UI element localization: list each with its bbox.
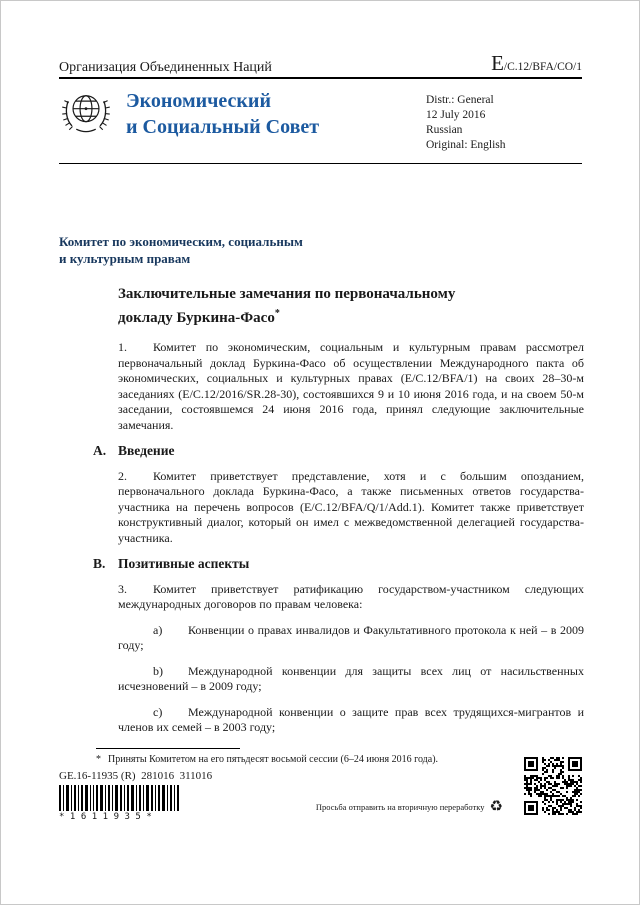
committee-line1: Комитет по экономическим, социальным [59, 234, 303, 249]
footnote-reference: * [274, 308, 280, 319]
original-language-line: Original: English [426, 139, 506, 151]
section-heading-b [93, 556, 584, 572]
section-title: Введение [118, 443, 175, 458]
distr-block [426, 93, 506, 153]
paragraph-text: Комитет приветствует представление, хотя и с большим опозданием, первоначального доклада Буркина-Фасо, а также письменных ответов государства-участника на перечень вопросов (E/C.12/BFA/Q/1/Add.1). Комитет также приветствует конструктивный диалог, который он имел с межведомственной делегацией государства-участника. [118, 468, 584, 545]
barcode-text: *1611935* [59, 812, 158, 822]
org-name: Организация Объединенных Наций [59, 60, 272, 75]
section-letter: A. [93, 443, 107, 458]
language-line: Russian [426, 124, 463, 136]
document-title [118, 284, 584, 328]
paragraph-text: Комитет приветствует ратификацию государством-участником следующих международных договоров по правам человека: [118, 581, 584, 611]
list-item-label: c) [153, 704, 163, 719]
list-item-text: Международной конвенции о защите прав всех трудящихся-мигрантов и членов их семей – в 2003 году; [118, 704, 584, 734]
committee-line2: и культурным правам [59, 251, 191, 266]
paragraph-number: 2. [118, 468, 127, 483]
footnote-mark: * [96, 754, 101, 765]
council-title-line1: Экономический [126, 90, 271, 112]
document-header [59, 51, 582, 76]
list-item-label: a) [153, 622, 163, 637]
paragraph-number: 1. [118, 340, 127, 354]
date-line: 12 July 2016 [426, 109, 486, 121]
masthead [59, 86, 319, 140]
recycle-text: Просьба отправить на вторичную переработку [315, 801, 485, 812]
committee-name [59, 233, 303, 267]
title-line2: докладу Буркина-Фасо [118, 310, 275, 326]
ge-number: GE.16-11935 (R) 281016 311016 [59, 770, 213, 782]
list-item-b [118, 664, 584, 695]
document-symbol-series: E [491, 51, 504, 75]
paragraph-1 [118, 340, 584, 433]
section-heading-a [93, 443, 584, 459]
footnote-separator [96, 748, 240, 749]
paragraph-text: Комитет по экономическим, социальным и культурным правам рассмотрел первоначальный доклад Буркина-Фасо об осуществлении Международного пакта об экономических, социальных и культурных правах (E/C.12/BFA/1) на своих 28–30-м заседаниях (E/C.12/2016/SR.28-30), состоявшихся 9 и 10 июня 2016 года, и на своем 50-м заседании, состоявшемся 24 июня 2016 года, принял следующие заключительные замечания. [118, 340, 584, 432]
paragraph-3 [118, 582, 584, 613]
list-item-a [118, 623, 584, 654]
header-rule-bottom [59, 163, 582, 164]
paragraph-2 [118, 469, 584, 547]
document-symbol-rest: /C.12/BFA/CO/1 [503, 61, 582, 73]
title-line1: Заключительные замечания по первоначальному [118, 286, 456, 302]
section-letter: B. [93, 556, 106, 571]
council-title [126, 86, 319, 140]
distr-line: Distr.: General [426, 94, 494, 106]
barcode-bars [59, 785, 179, 811]
list-item-text: Международной конвенции для защиты всех лиц от насильственных исчезновений – в 2009 году; [118, 663, 584, 693]
footnote-text: Приняты Комитетом на его пятьдесят восьмой сессии (6–24 июня 2016 года). [108, 754, 439, 765]
list-item-label: b) [153, 663, 163, 678]
document-body [93, 284, 584, 746]
qr-code [524, 757, 582, 815]
section-title: Позитивные аспекты [118, 556, 250, 571]
recycle-note [316, 799, 503, 814]
un-emblem-icon [59, 86, 113, 140]
recycle-icon: ♻ [489, 797, 503, 815]
paragraph-number: 3. [118, 581, 127, 596]
footnote [96, 754, 541, 765]
council-title-line2: и Социальный Совет [126, 116, 320, 138]
document-symbol [491, 51, 582, 76]
barcode [59, 785, 181, 822]
header-rule-top [59, 77, 582, 79]
list-item-c [118, 705, 584, 736]
list-item-text: Конвенции о правах инвалидов и Факультативного протокола к ней – в 2009 году; [118, 622, 584, 652]
